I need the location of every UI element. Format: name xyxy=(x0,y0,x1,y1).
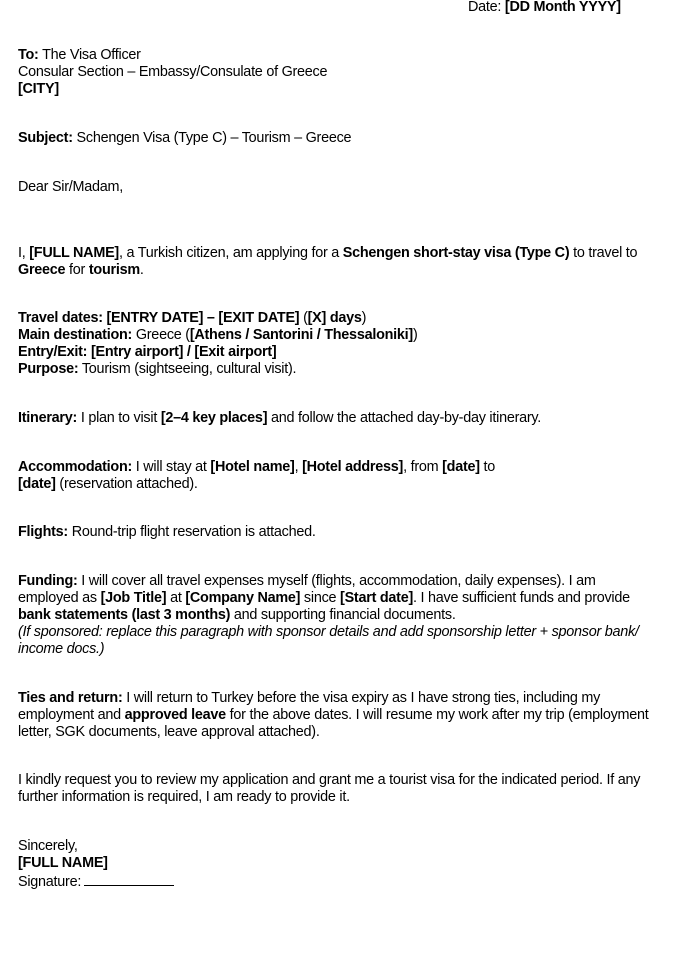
recipient-to-label: To: xyxy=(18,47,39,63)
bold-text: [Start date] xyxy=(340,590,413,606)
bold-text: [Company Name] xyxy=(185,590,301,606)
bold-text: [Job Title] xyxy=(100,590,167,606)
bold-text: Entry/Exit: xyxy=(18,344,91,360)
text-run: . xyxy=(139,262,144,278)
text-run: and follow the attached day-by-day itinerary. xyxy=(267,410,542,426)
text-run: Greece ( xyxy=(132,327,190,343)
signoff-name: [FULL NAME] xyxy=(18,855,108,871)
text-run: and supporting financial documents. xyxy=(230,607,456,623)
text-run: Round-trip flight reservation is attached. xyxy=(67,524,316,540)
recipient-consular-section: Consular Section – Embassy/Consulate of Greece xyxy=(18,64,328,80)
text-run: (reservation attached). xyxy=(55,476,198,492)
closing-request-paragraph xyxy=(18,772,658,806)
bold-text: tourism xyxy=(88,262,140,278)
text-run: to xyxy=(479,459,496,475)
signoff-block xyxy=(18,838,658,891)
salutation: Dear Sir/Madam, xyxy=(18,179,124,195)
text-run: since xyxy=(300,590,341,606)
signature-line xyxy=(18,872,658,891)
text-run: ) xyxy=(412,327,418,343)
text-run: I, xyxy=(18,245,30,261)
signoff-closing: Sincerely, xyxy=(18,838,78,854)
text-run: to travel to xyxy=(569,245,638,261)
travel-dates-line xyxy=(18,310,658,327)
signature-blank xyxy=(84,872,174,886)
text-run: , xyxy=(294,459,303,475)
bold-text: Greece xyxy=(18,262,66,278)
recipient-to-value: The Visa Officer xyxy=(42,47,141,63)
bold-text: [FULL NAME] xyxy=(29,245,119,261)
text-run: . I have sufficient funds and provide xyxy=(413,590,630,606)
bold-text: Itinerary: xyxy=(18,410,78,426)
funding-paragraph xyxy=(18,573,658,658)
purpose-line xyxy=(18,361,658,378)
bold-text: Schengen short-stay visa (Type C) xyxy=(342,245,570,261)
flights-paragraph xyxy=(18,524,658,541)
text-run: I will return to Turkey before the visa expiry as I have strong ties, including my employment and xyxy=(18,690,601,723)
bold-text: [2–4 key places] xyxy=(160,410,268,426)
bold-text: Travel dates: xyxy=(18,310,107,326)
text-run: ) xyxy=(361,310,367,326)
bold-text: [Hotel name] xyxy=(210,459,295,475)
bold-text: approved leave xyxy=(124,707,226,723)
text-run: for xyxy=(65,262,89,278)
travel-details-block xyxy=(18,310,658,378)
bold-text: Funding: xyxy=(18,573,78,589)
ties-paragraph xyxy=(18,690,658,741)
bold-text: Main destination: xyxy=(18,327,133,343)
text-run: Tourism (sightseeing, cultural visit). xyxy=(78,361,297,377)
entry-exit-line xyxy=(18,344,658,361)
bold-text: [ENTRY DATE] – [EXIT DATE] xyxy=(106,310,300,326)
date-line xyxy=(468,0,621,16)
bold-text: [date] xyxy=(442,459,480,475)
subject-label: Subject: xyxy=(18,130,73,146)
text-run: at xyxy=(166,590,186,606)
text-run: I plan to visit xyxy=(77,410,161,426)
text-run: I kindly request you to review my application and grant me a tourist visa for the indicated period. If any further information is required, I am ready to provide it. xyxy=(18,772,641,805)
main-destination-line xyxy=(18,327,658,344)
itinerary-paragraph xyxy=(18,410,658,427)
accommodation-paragraph xyxy=(18,459,658,493)
bold-text: [date] xyxy=(18,476,56,492)
bold-text: [Athens / Santorini / Thessaloniki] xyxy=(189,327,413,343)
bold-text: Accommodation: xyxy=(18,459,133,475)
signature-label: Signature: xyxy=(18,874,82,890)
subject-line xyxy=(18,130,658,147)
date-label: Date: xyxy=(468,0,502,15)
date-value: [DD Month YYYY] xyxy=(504,0,621,15)
bold-text: [Entry airport] / [Exit airport] xyxy=(90,344,277,360)
text-run: ( xyxy=(299,310,308,326)
bold-text: [Hotel address] xyxy=(302,459,404,475)
recipient-block xyxy=(18,47,658,98)
recipient-city: [CITY] xyxy=(18,81,59,97)
bold-text: Purpose: xyxy=(18,361,79,377)
subject-value: Schengen Visa (Type C) – Tourism – Greece xyxy=(76,130,352,146)
recipient-to-line xyxy=(18,47,658,64)
bold-text: Flights: xyxy=(18,524,68,540)
text-run: , from xyxy=(403,459,443,475)
bold-text: Ties and return: xyxy=(18,690,123,706)
text-run: I will stay at xyxy=(132,459,211,475)
text-run: , a Turkish citizen, am applying for a xyxy=(118,245,343,261)
intro-paragraph xyxy=(18,245,658,279)
text-run: for the above dates. I will resume my work after my trip (employment letter, SGK documents, leave approval attached). xyxy=(18,707,649,740)
bold-text: [X] days xyxy=(307,310,362,326)
text-run: I will cover all travel expenses myself (flights, accommodation, daily expenses). I am employed as xyxy=(18,573,596,606)
italic-text: (If sponsored: replace this paragraph with sponsor details and add sponsorship letter + sponsor bank/ income docs.) xyxy=(18,624,639,657)
bold-text: bank statements (last 3 months) xyxy=(18,607,231,623)
